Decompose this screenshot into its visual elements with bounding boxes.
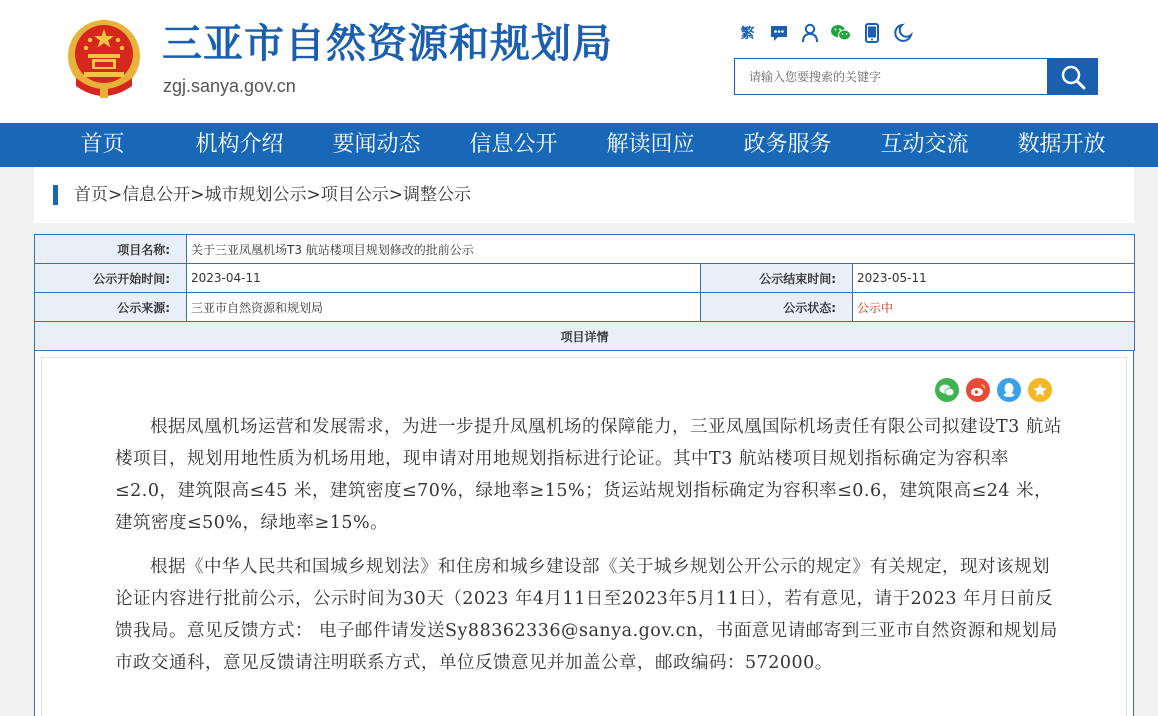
breadcrumb-info-disclosure[interactable]: 信息公开: [122, 185, 191, 205]
table-row: [35, 293, 1135, 322]
breadcrumb-panel: [34, 167, 1134, 223]
breadcrumb: [74, 181, 471, 209]
breadcrumb-separator: >: [388, 185, 403, 205]
source-label: 公示来源:: [35, 293, 187, 322]
project-info-table: [34, 234, 1135, 351]
nav-item-news[interactable]: 要闻动态: [332, 132, 421, 157]
traditional-chinese-label: 繁: [740, 26, 755, 42]
breadcrumb-separator: >: [190, 185, 205, 205]
table-row: [35, 235, 1135, 264]
weibo-share-icon[interactable]: [966, 378, 990, 402]
article-paragraph: 根据凤凰机场运营和发展需求，为进一步提升凤凰机场的保障能力，三亚凤凰国际机场责任有限公司拟建设T3 航站楼项目，规划用地性质为机场用地，现申请对用地规划指标进行论证。其中T3 航站楼项目规划指标确定为容积率≤2.0，建筑限高≤45 米，建筑密度≤70%，绿地率≥15%；货运站规划指标确定为容积率≤0.6，建筑限高≤24 米，建筑密度≤50%，绿地率≥15%。: [115, 417, 1062, 533]
mobile-icon[interactable]: [856, 20, 887, 46]
breadcrumb-city-planning[interactable]: 城市规划公示: [204, 185, 307, 205]
site-title[interactable]: 三亚市自然资源和规划局: [162, 21, 613, 67]
share-bar: [935, 378, 1052, 402]
site-domain: zgj.sanya.gov.cn: [163, 76, 296, 96]
qq-share-icon[interactable]: [997, 378, 1021, 402]
qzone-share-icon[interactable]: [1028, 378, 1052, 402]
end-date-value: 2023-05-11: [853, 264, 1135, 293]
traditional-chinese-toggle[interactable]: [732, 20, 763, 46]
wechat-share-icon[interactable]: [935, 378, 959, 402]
national-emblem-icon: [66, 16, 142, 100]
status-badge: 公示中: [853, 293, 1135, 322]
project-detail-header: 项目详情: [35, 322, 1135, 351]
breadcrumb-project-notice[interactable]: 项目公示: [320, 185, 389, 205]
nav-item-open-data[interactable]: 数据开放: [1017, 132, 1106, 157]
table-row: [35, 264, 1135, 293]
breadcrumb-separator: >: [108, 185, 123, 205]
breadcrumb-home[interactable]: 首页: [74, 185, 108, 205]
breadcrumb-separator: >: [306, 185, 321, 205]
project-name-value: 关于三亚凤凰机场T3 航站楼项目规划修改的批前公示: [187, 235, 1135, 264]
dark-mode-icon[interactable]: [887, 20, 918, 46]
end-date-label: 公示结束时间:: [701, 264, 853, 293]
site-header: [0, 0, 1158, 123]
nav-item-home[interactable]: 首页: [80, 132, 125, 157]
message-icon[interactable]: [763, 20, 794, 46]
main-nav: [0, 123, 1158, 167]
project-name-label: 项目名称:: [35, 235, 187, 264]
article-panel: [34, 351, 1134, 716]
source-value: 三亚市自然资源和规划局: [187, 293, 701, 322]
table-row: [35, 322, 1135, 351]
wechat-icon[interactable]: [825, 20, 856, 46]
search-button[interactable]: [1047, 58, 1098, 95]
article-paragraph: 根据《中华人民共和国城乡规划法》和住房和城乡建设部《关于城乡规划公开公示的规定》有关规定，现对该规划论证内容进行批前公示，公示时间为30天（2023 年4月11日至2023年5月11日），若有意见，请于2023 年月日前反馈我局。意见反馈方式： 电子邮件请发送Sy88362336@sanya.gov.cn，书面意见请邮寄到三亚市自然资源和规划局市政交通科，意见反馈请注明联系方式，单位反馈意见并加盖公章，邮政编码：572000。: [115, 557, 1058, 673]
status-label: 公示状态:: [701, 293, 853, 322]
nav-item-interpretation[interactable]: 解读回应: [606, 132, 695, 157]
search-input[interactable]: [734, 58, 1048, 95]
breadcrumb-adjustment-notice[interactable]: 调整公示: [403, 185, 471, 205]
article-body: [115, 411, 1065, 691]
article-frame: [41, 357, 1127, 716]
nav-item-info-disclosure[interactable]: 信息公开: [469, 132, 558, 157]
user-icon[interactable]: [794, 20, 825, 46]
start-date-label: 公示开始时间:: [35, 264, 187, 293]
header-toolbar: [732, 20, 918, 46]
nav-item-organization[interactable]: 机构介绍: [195, 132, 284, 157]
nav-item-interaction[interactable]: 互动交流: [880, 132, 969, 157]
breadcrumb-accent-bar: [53, 185, 58, 205]
nav-item-government-services[interactable]: 政务服务: [743, 132, 832, 157]
search-icon: [1060, 64, 1086, 90]
start-date-value: 2023-04-11: [187, 264, 701, 293]
